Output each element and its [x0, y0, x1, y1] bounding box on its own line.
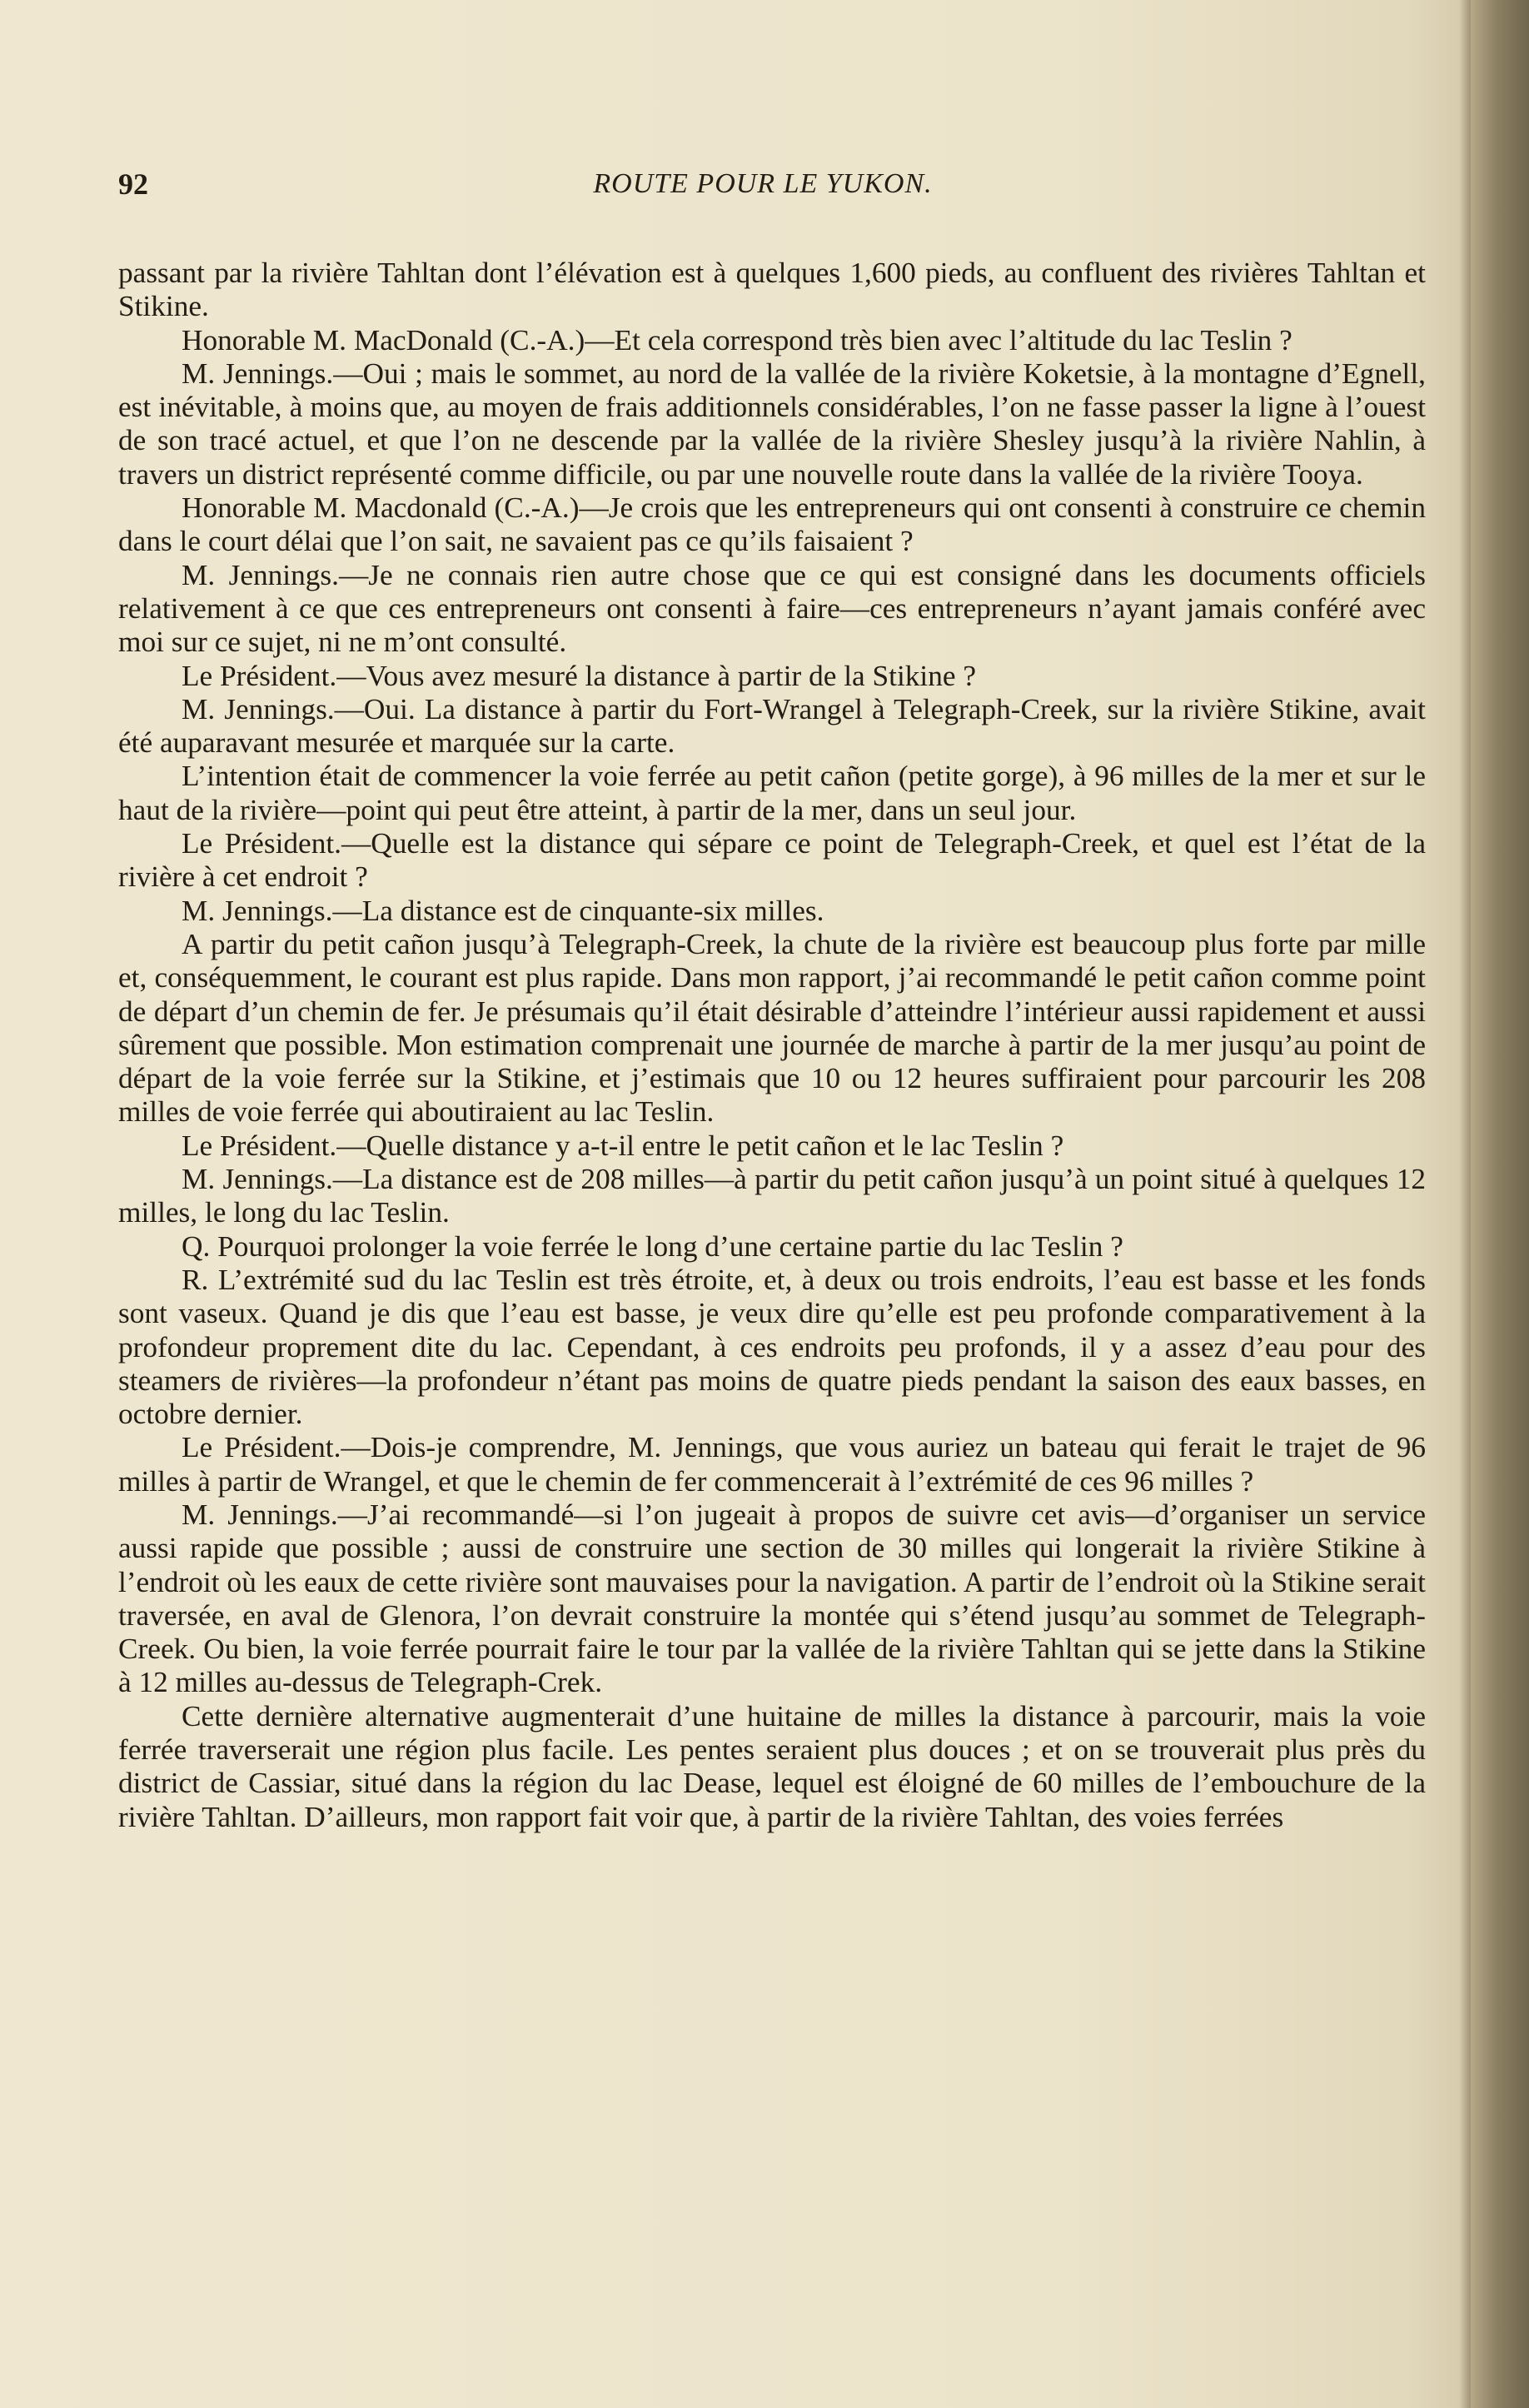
paragraph: passant par la rivière Tahltan dont l’élévation est à quelques 1,600 pieds, au confluent des rivières Tahltan et Stikine.	[118, 257, 1426, 323]
page-header	[118, 167, 1407, 208]
paragraph: M. Jennings.—Oui ; mais le sommet, au nord de la vallée de la rivière Koketsie, à la montagne d’Egnell, est inévitable, à moins que, au moyen de frais additionnels considérables, l’on ne fasse passer la ligne à l’ouest de son tracé actuel, et que l’on ne descende par la vallée de la rivière Shesley jusqu’à la rivière Nahlin, à travers un district représenté comme difficile, ou par une nouvelle route dans la vallée de la rivière Tooya.	[118, 356, 1426, 491]
paragraph: Q. Pourquoi prolonger la voie ferrée le long d’une certaine partie du lac Teslin ?	[182, 1229, 1123, 1263]
paragraph: Le Président.—Dois-je comprendre, M. Jennings, que vous auriez un bateau qui ferait le trajet de 96 milles à partir de Wrangel, et que le chemin de fer commencerait à l’extrémité de ces 96 milles ?	[118, 1431, 1426, 1498]
paragraph: Honorable M. MacDonald (C.-A.)—Et cela correspond très bien avec l’altitude du lac Teslin ?	[182, 323, 1292, 356]
paragraph: M. Jennings.—La distance est de 208 milles—à partir du petit cañon jusqu’à un point situé à quelques 12 milles, le long du lac Teslin.	[118, 1163, 1426, 1229]
paragraph: M. Jennings.—La distance est de cinquante-six milles.	[182, 894, 824, 927]
book-spine	[1471, 0, 1529, 2408]
paragraph: Le Président.—Quelle distance y a-t-il entre le petit cañon et le lac Teslin ?	[182, 1129, 1064, 1162]
paragraph: Cette dernière alternative augmenterait d’une huitaine de milles la distance à parcourir, mais la voie ferrée traverserait une région plus facile. Les pentes seraient plus douces ; et on se trouverait plus près du district de Cassiar, situé dans la région du lac Dease, lequel est éloigné de 60 milles de l’embouchure de la rivière Tahltan. D’ailleurs, mon rapport fait voir que, à partir de la rivière Tahltan, des voies ferrées	[118, 1699, 1426, 1833]
paragraph: L’intention était de commencer la voie ferrée au petit cañon (petite gorge), à 96 milles de la mer et sur le haut de la rivière—point qui peut être atteint, à partir de la mer, dans un seul jour.	[118, 760, 1426, 826]
paragraph: Le Président.—Vous avez mesuré la distance à partir de la Stikine ?	[182, 659, 977, 692]
paragraph: A partir du petit cañon jusqu’à Telegraph-Creek, la chute de la rivière est beaucoup plus forte par mille et, conséquemment, le courant est plus rapide. Dans mon rapport, j’ai recommandé le petit cañon comme point de départ d’un chemin de fer. Je présumais qu’il était désirable d’atteindre l’intérieur aussi rapidement et aussi sûrement que possible. Mon estimation comprenait une journée de marche à partir de la mer jusqu’au point de départ de la voie ferrée sur la Stikine, et j’estimais que 10 ou 12 heures suffiraient pour parcourir les 208 milles de voie ferrée qui aboutiraient au lac Teslin.	[118, 927, 1426, 1129]
page-number: 92	[118, 167, 148, 201]
paragraph: R. L’extrémité sud du lac Teslin est très étroite, et, à deux ou trois endroits, l’eau est basse et les fonds sont vaseux. Quand je dis que l’eau est basse, je veux dire qu’elle est peu profonde comparativement à la profondeur proprement dite du lac. Cependant, à ces endroits peu profonds, il y a assez d’eau pour des steamers de rivières—la profondeur n’étant pas moins de quatre pieds pendant la saison des eaux basses, en octobre dernier.	[118, 1263, 1426, 1431]
page-gutter-shadow	[1459, 0, 1471, 2408]
paragraph: Honorable M. Macdonald (C.-A.)—Je crois que les entrepreneurs qui ont consenti à construire ce chemin dans le court délai que l’on sait, ne savaient pas ce qu’ils faisaient ?	[118, 491, 1426, 558]
paragraph: Le Président.—Quelle est la distance qui sépare ce point de Telegraph-Creek, et quel est l’état de la rivière à cet endroit ?	[118, 827, 1426, 894]
paragraph: M. Jennings.—J’ai recommandé—si l’on jugeait à propos de suivre cet avis—d’organiser un service aussi rapide que possible ; aussi de construire une section de 30 milles qui longerait la rivière Stikine à l’endroit où les eaux de cette rivière sont mauvaises pour la navigation. A partir de l’endroit où la Stikine serait traversée, en aval de Glenora, l’on devrait construire la montée qui s’étend jusqu’au sommet de Telegraph-Creek. Ou bien, la voie ferrée pourrait faire le tour par la vallée de la rivière Tahltan qui se jette dans la Stikine à 12 milles au-dessus de Telegraph-Crek.	[118, 1498, 1426, 1699]
running-title: ROUTE POUR LE YUKON.	[593, 168, 933, 199]
body-text	[118, 257, 1426, 1834]
paragraph: M. Jennings.—Je ne connais rien autre chose que ce qui est consigné dans les documents officiels relativement à ce que ces entrepreneurs ont consenti à faire—ces entrepreneurs n’ayant jamais conféré avec moi sur ce sujet, ni ne m’ont consulté.	[118, 558, 1426, 659]
paragraph: M. Jennings.—Oui. La distance à partir du Fort-Wrangel à Telegraph-Creek, sur la rivière Stikine, avait été auparavant mesurée et marquée sur la carte.	[118, 692, 1426, 760]
